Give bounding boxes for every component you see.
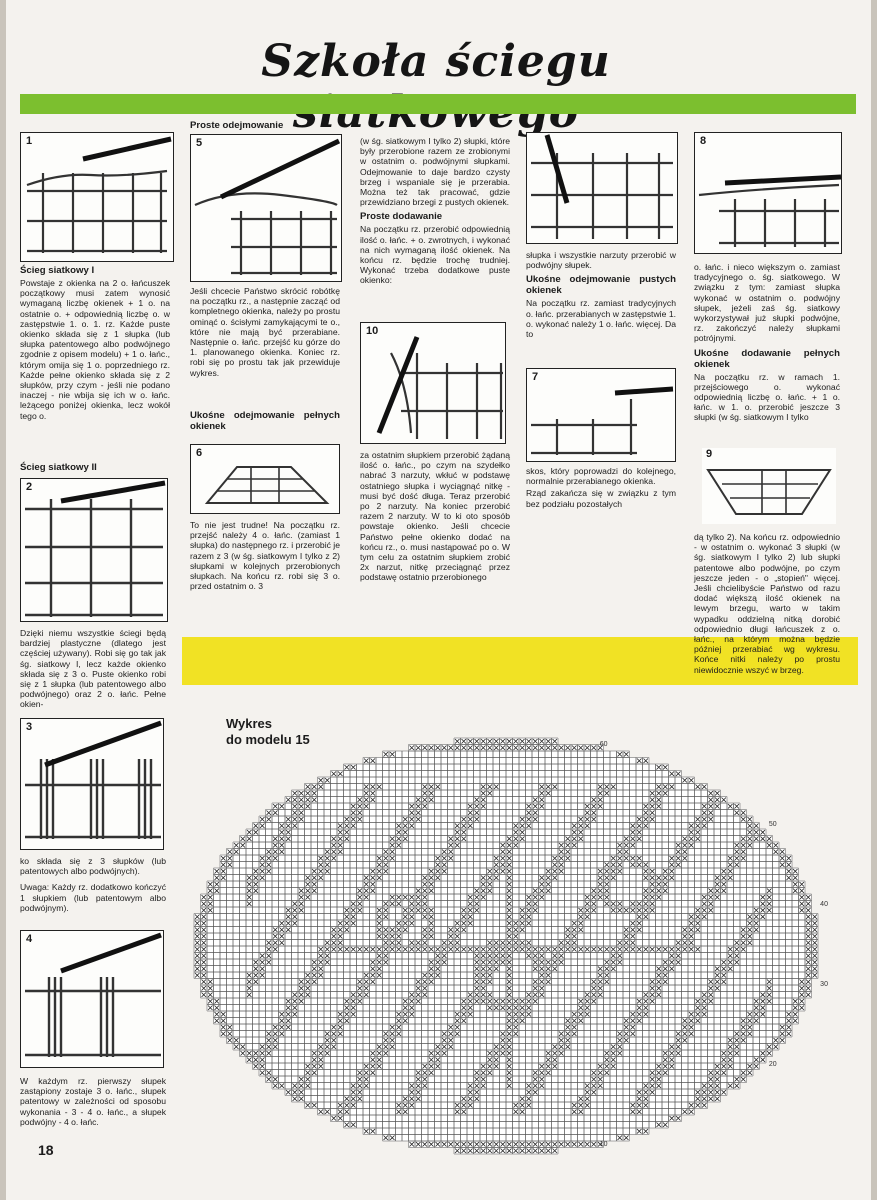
- col1-heading-b: [20, 462, 170, 475]
- paragraph: ko składa się z 3 słupków (lub patentowych albo podwójnych).: [20, 856, 166, 877]
- chart-title-line1: Wykres: [226, 716, 273, 731]
- figure-3: [20, 718, 164, 850]
- chart-row-label: 10: [599, 1141, 608, 1148]
- col2-text-a: [190, 286, 340, 380]
- paragraph: W każdym rz. pierwszy słupek zastąpiony zostaje 3 o. łańc., słupek patentowy w zależności od sposobu wykonania - 3 - 4 o. łańc., a słupek podwójny - 4 o. łańc.: [20, 1076, 166, 1127]
- chart-title-line2: do modelu 15: [226, 732, 310, 747]
- figure-number: 3: [26, 721, 33, 733]
- paragraph: Na początku rz. przerobić odpowiednią ilość o. łańc. + o. zwrotnych, i wykonać na nich wymaganą ilość okienek. Na końcu rz. będzie trochę trudniej. Wykonać trzeba dodatkowe puste okienko:: [360, 224, 510, 286]
- chart-grid: [186, 728, 836, 1176]
- col3-text-b: [360, 450, 510, 585]
- figure-10: [360, 322, 506, 444]
- paragraph: Dzięki niemu wszystkie ściegi będą bardziej plastyczne (dlatego jest częściej używany). Robi się go tak jak śg. siatkowy I, lecz każde okienko składa się z 3 o. Puste okienko robi się z 1 słupka (lub patentowego albo podwójnego) oraz 2 o. łańc. Pełne okien-: [20, 628, 166, 710]
- col5-text-a: [694, 262, 840, 425]
- heading-diagonal-decrease-empty: Ukośne odejmowanie pustych okienek: [526, 274, 676, 297]
- filet-crochet-chart: [186, 728, 836, 1176]
- paragraph-note: Uwaga: Każdy rz. dodatkowo kończyć 1 słupkiem (lub patentowym albo podwójnym).: [20, 882, 166, 913]
- magazine-page: [6, 0, 871, 1200]
- heading-simple-decrease: Proste odejmowanie: [190, 120, 284, 131]
- figure-unnumbered: [526, 132, 678, 244]
- figure-6: [190, 444, 340, 514]
- paragraph: za ostatnim słupkiem przerobić żądaną ilość o. łańc., po czym na szydełko nabrać 3 narzuty, wkłuć w podstawę ostatniego słupka i wyciągnąć nitkę - musi być dość długa. Teraz przerobić po 2 narzuty. Na koniec przerobić razem 2 narzuty. W to ki oto sposób powstaje okienko. Jeśli chcecie Państwo pełne okienko dodać na końcu rz., o. musi nastąpować po o. W tym celu za ostatnim słupkiem zrobić 2x narzut, nitkę przeciągnąć przez podstawę ostatnio przerobionego: [360, 450, 510, 583]
- crochet-mesh-illustration: [21, 479, 167, 621]
- crochet-mesh-illustration: [191, 445, 339, 513]
- heading-mesh-stitch-1: Ścieg siatkowy I: [20, 265, 95, 276]
- paragraph: (w śg. siatkowym I tylko 2) słupki, które były przerobione razem ze zrobionymi w ostatnim o. podwójnymi słupkami. Odejmowanie to daje bardzo czysty brzeg i wspaniale się je przerabia. Można też tak pracować, gdzie przewidziano brzegi z pustych okienek.: [360, 136, 510, 208]
- paragraph: Powstaje z okienka na 2 o. łańcuszek początkowy musi zatem wynosić wymaganą liczbę okienek + 1 o. na ostatnie o. + odpowiednią liczbę o. w zastępstwie 1. o. 1. rz. Każde puste okienko składa się z 1 słupka (lub słupka patentowego albo podwójnego zgodnie z opisem modelu) + 1 o. łańc., którym omija się 1 o. poprzedniego rz. Każde pełne okienko składa się z 2 słupków, przy czym - jeśli nie podano inaczej - nie wbija się ich w o. łańc. leżącego poniżej okienka, lecz wokół tego o.: [20, 278, 170, 421]
- paragraph: To nie jest trudne! Na początku rz. przejść należy 4 o. łańc. (zamiast 1 słupka) do następnego rz. i przerobić je razem z 3 (w śg. siatkowym I tylko z 2) słupkami w kolejnych przerobionych słupkach. Na końcu rz. robi się 3 o. przed ostatnim o. 3: [190, 520, 340, 592]
- col3-text-a: [360, 136, 510, 288]
- crochet-mesh-illustration: [527, 133, 677, 243]
- figure-number: 9: [706, 448, 713, 460]
- figure-7: [526, 368, 676, 462]
- figure-number: 8: [700, 135, 707, 147]
- figure-8: [694, 132, 842, 254]
- figure-2: [20, 478, 168, 622]
- figure-1: [20, 132, 174, 262]
- paragraph: Jeśli chcecie Państwo skrócić robótkę na początku rz., a następnie zacząć od kompletnego okienka, należy po prostu ominąć o. ścisłymi zamykającymi te o., które nie mają być przerabiane. Następnie o. łańc. przejść ku górze do 1. planowanego okienka. Koniec rz. robi się po prostu tak jak przewiduje wykres.: [190, 286, 340, 378]
- green-header-bar: [20, 94, 856, 114]
- paragraph: Na początku rz. zamiast tradycyjnych o. łańc. przerabianych w zastępstwie 1. o. wykonać należy 1 o. łańc. więcej. Da to: [526, 298, 676, 340]
- heading-simple-increase: Proste dodawanie: [360, 211, 443, 223]
- paragraph: słupka i wszystkie narzuty przerobić w podwójny słupek.: [526, 250, 676, 271]
- crochet-mesh-illustration: [21, 719, 163, 849]
- figure-number: 1: [26, 135, 33, 147]
- page-number: 18: [38, 1142, 54, 1158]
- figure-number: 7: [532, 371, 539, 383]
- crochet-mesh-illustration: [21, 133, 173, 261]
- crochet-mesh-illustration: [21, 931, 163, 1067]
- paragraph: Na początku rz. w ramach 1. przejściowego o. wykonać odpowiednią liczbę o. łańc. + 1 o. łańc. w 1. o. przerobić jeszcze 3 słupki (w śg. siatkowym I tylko: [694, 371, 840, 423]
- crochet-mesh-illustration: [191, 135, 341, 281]
- figure-number: 4: [26, 933, 33, 945]
- paragraph: o. łańc. i nieco większym o. zamiast tradycyjnego o. śg. siatkowego. W związku z tym: zamiast słupka wykonać w ostatnim o. podwójny słupek, jeżeli zaś śg. siatkowy wykorzystywał już słupki podwójne, rz. zakończyć należy słupkami potrójnymi.: [694, 262, 840, 344]
- figure-4: [20, 930, 164, 1068]
- chart-row-label: 30: [820, 981, 828, 988]
- col1-text-c: [20, 856, 166, 915]
- col4-text-b: [526, 466, 676, 511]
- figure-number: 6: [196, 447, 203, 459]
- crochet-mesh-illustration: [702, 448, 836, 524]
- figure-5: [190, 134, 342, 282]
- col4-text-a: [526, 250, 676, 341]
- col5-text-b: [694, 532, 840, 677]
- figure-number: 2: [26, 481, 33, 493]
- figure-number: 5: [196, 137, 203, 149]
- col1-text-b: [20, 628, 166, 712]
- col1-text-a: [20, 265, 170, 423]
- figure-number: 10: [366, 325, 379, 337]
- heading-diagonal-increase-full: Ukośne dodawanie pełnych okienek: [694, 347, 840, 370]
- col2-heading-a: [190, 120, 340, 133]
- crochet-mesh-illustration: [527, 369, 675, 461]
- heading-diagonal-decrease-full: Ukośne odejmowanie pełnych okienek: [190, 410, 340, 432]
- paragraph: dą tylko 2). Na końcu rz. odpowiednio - w ostatnim o. wykonać 3 słupki (w śg. siatkowym I tylko 2) lub słupki patentowe albo podwójne, po czym jeszcze jeden - o „stopień" więcej. Jeśli chcielibyście Państwo od razu dodać większą ilość okienek na lewym brzegu, warto w takim wypadku oddzielną nitką dorobić odpowiednio długi łańcuszek z o. łańc., na którym można będzie później przerabiać wg wykresu. Końce nitki należy po prostu niewidocznie wszyć w brzeg.: [694, 532, 840, 675]
- page-title: Szkoła ściegu: [261, 36, 611, 87]
- crochet-mesh-illustration: [695, 133, 841, 253]
- paragraph: skos, który poprowadzi do kolejnego, normalnie przerabianego okienka.: [526, 466, 676, 487]
- col1-text-d: [20, 1076, 166, 1129]
- chart-row-label: 60: [599, 741, 608, 748]
- chart-row-label: 20: [768, 1061, 777, 1068]
- chart-row-label: 50: [768, 821, 777, 828]
- crochet-mesh-illustration: [361, 323, 505, 443]
- figure-9: [702, 448, 836, 524]
- col2-text-b: [190, 520, 340, 593]
- paragraph: Rząd zakańcza się w związku z tym bez podziału pozostałych: [526, 488, 676, 509]
- col2-heading-b: [190, 410, 340, 434]
- chart-row-label: 40: [820, 901, 828, 908]
- heading-mesh-stitch-2: Ścieg siatkowy II: [20, 462, 97, 473]
